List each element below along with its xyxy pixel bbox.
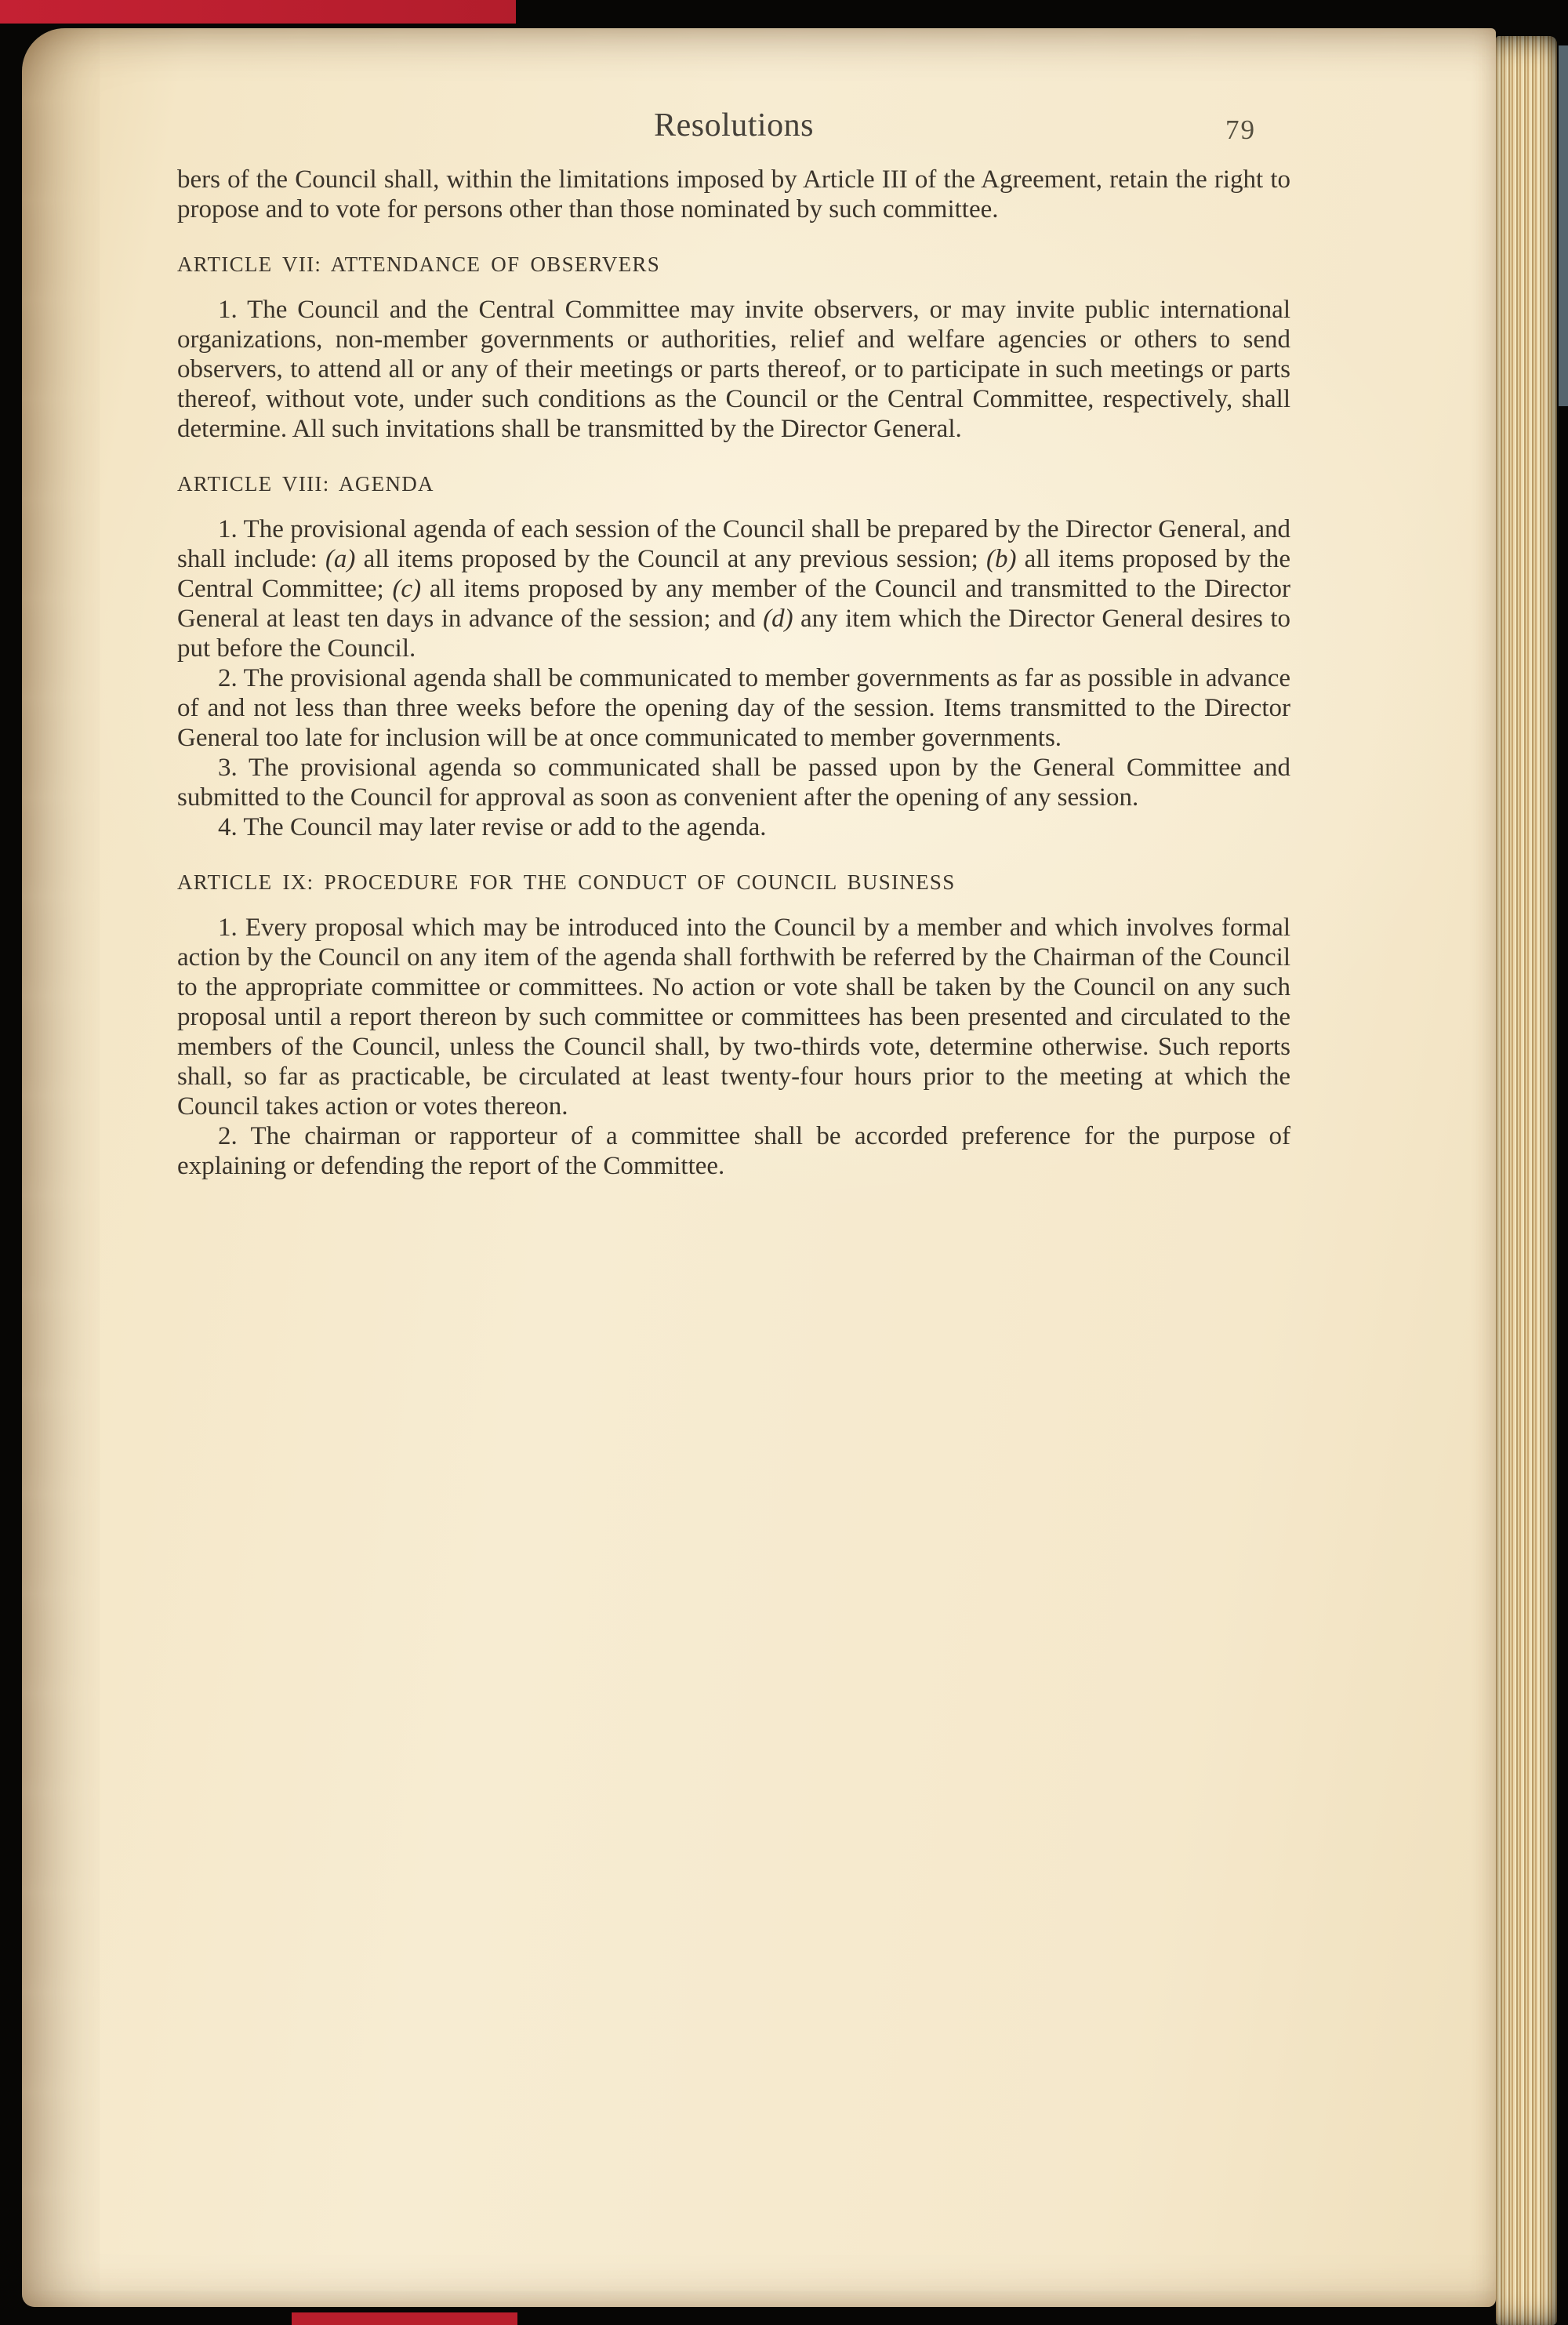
red-strip-bottom [292, 2312, 517, 2325]
italic-run: (a) [325, 545, 356, 573]
book-page [22, 28, 1496, 2307]
page-body [177, 165, 1290, 1181]
paragraph: 3. The provisional agenda so communicated shall be passed upon by the General Committee and submitted to the Council for approval as soon as convenient after the opening of any session. [177, 754, 1290, 812]
red-strip-top [0, 0, 516, 24]
italic-run: (d) [763, 605, 793, 633]
page-content [22, 28, 1496, 2307]
italic-run: (b) [985, 545, 1017, 573]
italic-run: (c) [392, 575, 422, 603]
paragraph: 1. The Council and the Central Committee may invite observers, or may invite public international organizations, non-member governments or authorities, relief and welfare agencies or others to send observers, to attend all or any of their meetings or parts thereof, or to participate in such meetings or parts thereof, without vote, under such conditions as the Council or the Central Committee, respectively, shall determine. All such invitations shall be transmitted by the Director General. [177, 296, 1290, 443]
article-heading: ARTICLE VII: ATTENDANCE OF OBSERVERS [177, 252, 661, 276]
running-head-title: Resolutions [654, 107, 814, 143]
paragraph: 1. Every proposal which may be introduced into the Council by a member and which involves formal action by the Council on any item of the agenda shall forthwith be referred by the Chairman of the Council to the appropriate committee or committees. No action or vote shall be taken by the Council on any such proposal until a report thereon by such committee or committees has been presented and circulated to the members of the Council, unless the Council shall, by two-thirds vote, determine otherwise. Such reports shall, so far as practicable, be circulated at least twenty-four hours prior to the meeting at which the Council takes action or votes thereon. [177, 914, 1290, 1121]
gray-strip-right [1559, 45, 1568, 406]
paragraph: 2. The provisional agenda shall be communicated to member governments as far as possible in advance of and not less than three weeks before the opening day of the session. Items transmitted to the Director General too late for inclusion will be at once communicated to member governments. [177, 664, 1290, 752]
text-run: all items proposed by the Central Committee; [177, 545, 1290, 603]
paragraph: bers of the Council shall, within the limitations imposed by Article III of the Agreement, retain the right to propose and to vote for persons other than those nominated by such committee. [177, 165, 1290, 223]
paragraph [177, 514, 1290, 663]
article-heading: ARTICLE VIII: AGENDA [177, 472, 434, 496]
page-fore-edge [1496, 36, 1557, 2325]
paragraph: 2. The chairman or rapporteur of a committee shall be accorded preference for the purpose of explaining or defending the report of the Committee. [177, 1122, 1290, 1180]
text-run: 1. The provisional agenda of each session of the Council shall be prepared by the Director General, and shall include: [177, 515, 1290, 573]
paragraph: 4. The Council may later revise or add to the agenda. [218, 813, 767, 841]
running-head [177, 107, 1290, 144]
article-heading: ARTICLE IX: PROCEDURE FOR THE CONDUCT OF COUNCIL BUSINESS [177, 870, 956, 894]
text-run: any item which the Director General desires to put before the Council. [177, 605, 1291, 663]
text-run: all items proposed by any member of the Council and transmitted to the Director General at least ten days in advance of the session; and [177, 575, 1290, 633]
text-run: all items proposed by the Council at any previous session; [355, 545, 986, 573]
page-number: 79 [1225, 114, 1256, 145]
